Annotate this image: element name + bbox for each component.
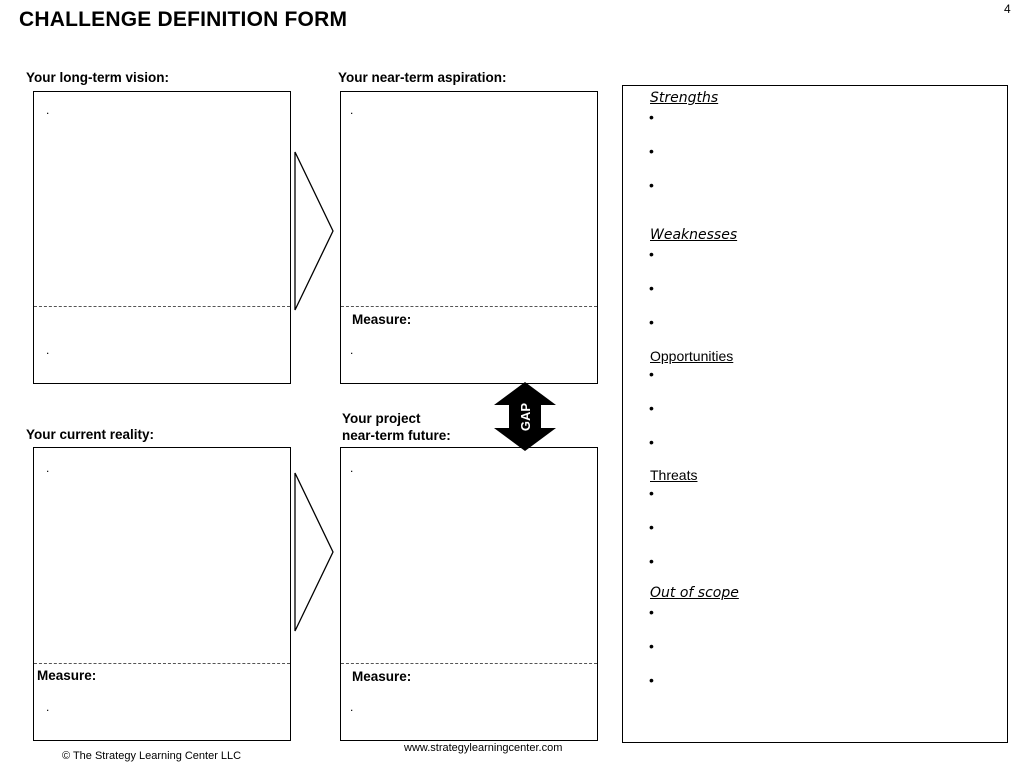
project-future-label-line2: near-term future:	[342, 428, 451, 443]
out-of-scope-bullet[interactable]: •	[649, 638, 654, 654]
gap-label: GAP	[518, 402, 533, 432]
out-of-scope-bullet[interactable]: •	[649, 672, 654, 688]
out-of-scope-heading: Out of scope	[650, 585, 739, 601]
strengths-bullet[interactable]: •	[649, 109, 654, 125]
aspiration-measure-placeholder: .	[350, 343, 354, 357]
future-divider	[341, 663, 597, 664]
project-future-label-line1: Your project	[342, 411, 421, 426]
aspiration-placeholder: .	[350, 103, 354, 117]
reality-measure-label: Measure:	[37, 668, 97, 683]
chevron-right-icon	[292, 148, 338, 314]
strengths-bullet[interactable]: •	[649, 143, 654, 159]
reality-placeholder: .	[46, 461, 50, 475]
reality-divider	[34, 663, 290, 664]
weaknesses-bullet[interactable]: •	[649, 280, 654, 296]
threats-bullet[interactable]: •	[649, 485, 654, 501]
strengths-heading: Strengths	[650, 90, 719, 106]
current-reality-box[interactable]	[33, 447, 291, 741]
vision-placeholder: .	[46, 103, 50, 117]
future-measure-placeholder: .	[350, 700, 354, 714]
project-future-label	[342, 410, 451, 444]
reality-measure-placeholder: .	[46, 700, 50, 714]
weaknesses-bullet[interactable]: •	[649, 314, 654, 330]
website-link[interactable]: www.strategylearningcenter.com	[404, 742, 563, 754]
page-title: CHALLENGE DEFINITION FORM	[19, 8, 348, 31]
copyright-text: © The Strategy Learning Center LLC	[62, 750, 242, 762]
strengths-bullet[interactable]: •	[649, 177, 654, 193]
opportunities-bullet[interactable]: •	[649, 400, 654, 416]
vision-label: Your long-term vision:	[26, 70, 170, 85]
opportunities-bullet[interactable]: •	[649, 366, 654, 382]
gap-double-arrow-icon	[492, 381, 558, 453]
aspiration-box[interactable]	[340, 91, 598, 384]
threats-heading: Threats	[650, 467, 698, 483]
chevron-right-icon	[292, 469, 338, 635]
aspiration-label: Your near-term aspiration:	[338, 70, 507, 85]
page-number: 4	[1004, 2, 1011, 16]
aspiration-divider	[341, 306, 597, 307]
future-measure-label: Measure:	[352, 669, 412, 684]
weaknesses-bullet[interactable]: •	[649, 246, 654, 262]
swot-panel	[622, 85, 1008, 743]
weaknesses-heading: Weaknesses	[650, 227, 738, 243]
out-of-scope-bullet[interactable]: •	[649, 604, 654, 620]
project-future-box[interactable]	[340, 447, 598, 741]
vision-box[interactable]	[33, 91, 291, 384]
current-reality-label: Your current reality:	[26, 427, 155, 442]
threats-bullet[interactable]: •	[649, 519, 654, 535]
aspiration-measure-label: Measure:	[352, 312, 412, 327]
threats-bullet[interactable]: •	[649, 553, 654, 569]
vision-divider	[34, 306, 290, 307]
opportunities-bullet[interactable]: •	[649, 434, 654, 450]
opportunities-heading: Opportunities	[650, 348, 734, 364]
vision-measure-placeholder: .	[46, 343, 50, 357]
future-placeholder: .	[350, 461, 354, 475]
